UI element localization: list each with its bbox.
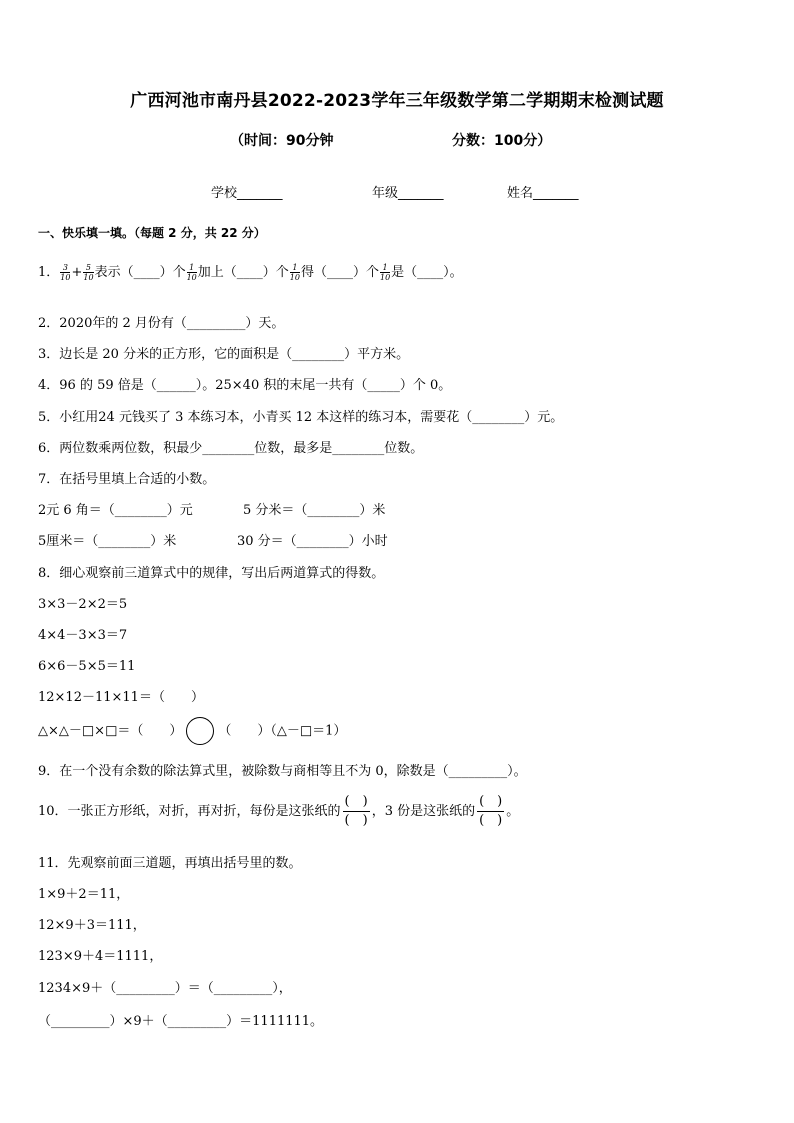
q10-text: 10．一张正方形纸，对折，再对折，每份是这张纸的: [38, 804, 341, 819]
question-7: 7．在括号里填上合适的小数。: [38, 472, 216, 487]
equation: 1234×9＋（_________）＝（_________），: [38, 981, 292, 996]
question-7b: 5 分米＝（________）米: [243, 503, 386, 518]
equation-left: △×△－□×□＝（ ）: [38, 723, 183, 739]
grade-field[interactable]: 年级_______: [372, 186, 444, 201]
exam-score: 分数：100分）: [452, 133, 552, 149]
fraction: $\frac{3}{10}$: [60, 263, 71, 282]
equation: （_________）×9＋（_________）＝1111111。: [38, 1014, 324, 1029]
plus-sign: +: [71, 265, 83, 280]
q10-text: ，3 份是这张纸的: [371, 804, 476, 819]
question-7c: 5厘米＝（________）米: [38, 534, 177, 549]
q1-text: 得（____）个: [300, 265, 379, 280]
fraction: $\frac{1}{10}$: [379, 263, 391, 282]
question-9: 9．在一个没有余数的除法算式里，被除数与商相等且不为 0，除数是（_________）。: [38, 764, 527, 779]
question-4: 4．96 的 59 倍是（______）。25×40 积的末尾一共有（_____）个 0。: [38, 378, 452, 393]
question-2: 2．2020年的 2 月份有（_________）天。: [38, 316, 285, 331]
question-10: [38, 793, 519, 830]
question-6: 6．两位数乘两位数，积最少________位数，最多是________位数。: [38, 441, 424, 456]
blank-fraction[interactable]: ( ) ( ): [344, 794, 368, 828]
fraction: $\frac{1}{10}$: [289, 263, 300, 282]
exam-time: （时间：90分钟: [230, 133, 334, 149]
question-1: [38, 261, 463, 282]
equation: 12×12－11×11＝（ ）: [38, 690, 204, 705]
q1-number: 1．: [38, 265, 60, 280]
school-field[interactable]: 学校_______: [211, 186, 283, 201]
equation: 1×9＋2＝11，: [38, 887, 130, 902]
question-5: 5．小红用24 元钱买了 3 本练习本，小青买 12 本这样的练习本，需要花（________）元。: [38, 410, 564, 425]
blank-fraction[interactable]: ( ) ( ): [479, 794, 503, 828]
q1-text: 加上（____）个: [197, 265, 289, 280]
page-title: 广西河池市南丹县2022-2023学年三年级数学第二学期期末检测试题: [130, 91, 664, 111]
question-8: 8．细心观察前三道算式中的规律，写出后两道算式的得数。: [38, 566, 385, 581]
equation-right: （ ）（△－□＝1）: [218, 723, 347, 739]
equation: 3×3－2×2＝5: [38, 597, 128, 612]
q1-text: 表示（____）个: [94, 265, 186, 280]
fraction: $\frac{1}{10}$: [186, 263, 197, 282]
question-8e: [38, 717, 346, 745]
q10-text: 。: [506, 804, 520, 819]
equation: 12×9＋3＝111，: [38, 918, 146, 933]
equation: 4×4－3×3＝7: [38, 628, 128, 643]
section-heading: 一、快乐填一填。（每题 2 分，共 22 分）: [38, 226, 266, 240]
fraction: $\frac{5}{10}$: [83, 263, 94, 282]
equation: 123×9＋4＝1111，: [38, 949, 163, 964]
question-7d: 30 分＝（________）小时: [237, 534, 388, 549]
question-7a: 2元 6 角＝（________）元: [38, 503, 193, 518]
question-3: 3．边长是 20 分米的正方形，它的面积是（________）平方米。: [38, 347, 410, 362]
equation: 6×6－5×5＝11: [38, 659, 136, 674]
q1-text: 是（____）。: [391, 265, 463, 280]
answer-circle[interactable]: [186, 717, 214, 745]
name-field[interactable]: 姓名_______: [507, 186, 579, 201]
question-11: 11．先观察前面三道题，再填出括号里的数。: [38, 856, 302, 871]
